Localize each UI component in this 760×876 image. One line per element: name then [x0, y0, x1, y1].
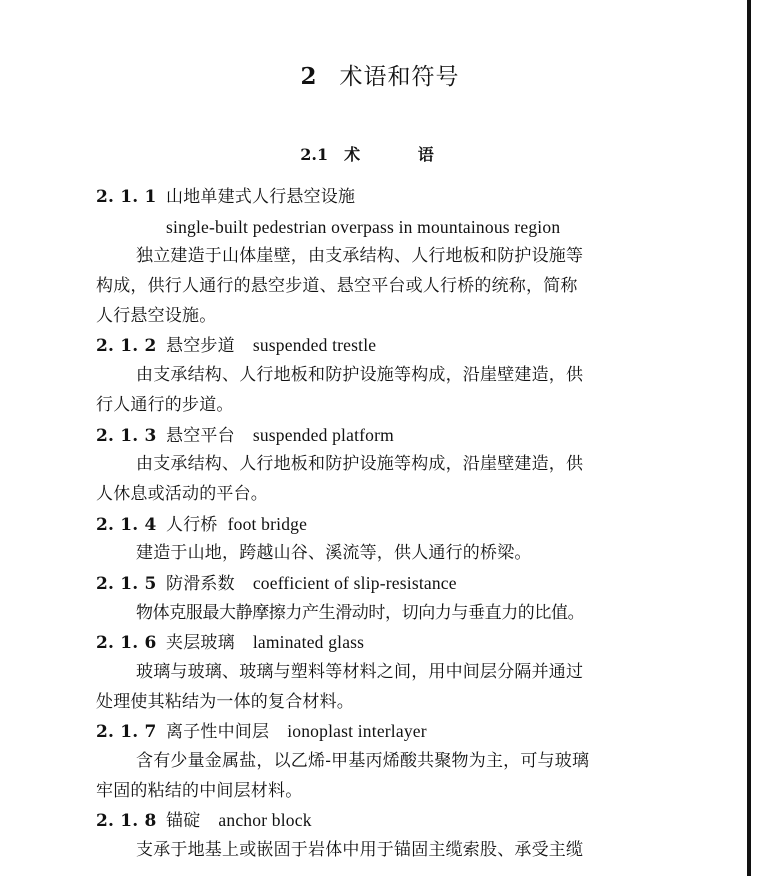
term-en: ionoplast interlayer [287, 721, 427, 742]
section-name: 术 语 [344, 145, 460, 164]
term-number: 2. 1. 4 [96, 514, 157, 535]
term-entry [96, 183, 666, 331]
term-entry [96, 806, 666, 865]
term-definition-line: 处理使其粘结为一体的复合材料。 [96, 691, 354, 712]
term-number: 2. 1. 6 [96, 633, 157, 654]
section-number: 2.1 [300, 145, 329, 164]
term-heading [96, 421, 666, 451]
term-en: suspended platform [252, 424, 394, 445]
term-entry [96, 331, 666, 420]
term-number: 2. 1. 8 [96, 811, 157, 832]
term-zh: 锚碇 [166, 811, 201, 832]
term-heading [96, 569, 666, 599]
term-heading [96, 331, 666, 361]
term-entry [96, 510, 666, 569]
term-definition-line: 由支承结构、人行地板和防护设施等构成，沿崖壁建造，供 [136, 365, 584, 386]
terms-list [96, 183, 666, 866]
term-en: suspended trestle [252, 335, 377, 356]
term-definition-line: 支承于地基上或嵌固于岩体中用于锚固主缆索股、承受主缆 [136, 840, 584, 861]
term-en: single-built pedestrian overpass in mountainous region [166, 216, 561, 237]
term-definition-line: 含有少量金属盐，以乙烯-甲基丙烯酸共聚物为主，可与玻璃 [136, 751, 590, 772]
term-heading [96, 628, 666, 658]
chapter-title [0, 58, 760, 91]
term-en: foot bridge [227, 513, 308, 534]
term-heading [96, 183, 666, 213]
page-edge-rule [747, 0, 751, 876]
term-zh: 人行桥 [166, 514, 218, 535]
term-definition-line: 建造于山地，跨越山谷、溪流等，供人通行的桥梁。 [136, 543, 532, 564]
term-entry [96, 717, 666, 806]
term-definition-line: 牢固的粘结的中间层材料。 [96, 780, 303, 801]
term-heading [96, 510, 666, 540]
term-heading [96, 806, 666, 836]
term-definition-line: 人行悬空设施。 [96, 305, 217, 326]
term-number: 2. 1. 1 [96, 187, 157, 207]
term-number: 2. 1. 7 [96, 722, 157, 743]
term-zh: 离子性中间层 [166, 722, 270, 743]
term-number: 2. 1. 5 [96, 573, 157, 594]
term-zh: 悬空步道 [166, 336, 235, 357]
term-definition-line: 由支承结构、人行地板和防护设施等构成，沿崖壁建造，供 [136, 454, 584, 475]
term-definition-line: 构成，供行人通行的悬空步道、悬空平台或人行桥的统称，简称 [96, 276, 578, 297]
term-definition-line: 人休息或活动的平台。 [96, 483, 268, 504]
term-en: coefficient of slip-resistance [252, 572, 457, 593]
term-en: laminated glass [252, 632, 365, 653]
section-title [0, 142, 760, 165]
chapter-name: 术语和符号 [339, 64, 460, 90]
term-definition-line: 物体克服最大静摩擦力产生滑动时，切向力与垂直力的比值。 [136, 602, 585, 623]
term-heading [96, 717, 666, 747]
term-en: anchor block [218, 810, 312, 831]
term-definition-line: 行人通行的步道。 [96, 394, 234, 415]
term-zh: 山地单建式人行悬空设施 [166, 187, 356, 207]
term-entry [96, 569, 666, 628]
term-definition-line: 玻璃与玻璃、玻璃与塑料等材料之间，用中间层分隔并通过 [136, 662, 584, 682]
term-zh: 防滑系数 [166, 573, 235, 594]
chapter-number: 2 [300, 63, 318, 90]
term-zh: 悬空平台 [166, 425, 235, 446]
term-entry [96, 628, 666, 717]
term-number: 2. 1. 3 [96, 425, 157, 446]
term-entry [96, 421, 666, 510]
term-zh: 夹层玻璃 [166, 633, 235, 654]
term-number: 2. 1. 2 [96, 336, 157, 357]
term-definition-line: 独立建造于山体崖壁，由支承结构、人行地板和防护设施等 [136, 246, 584, 267]
